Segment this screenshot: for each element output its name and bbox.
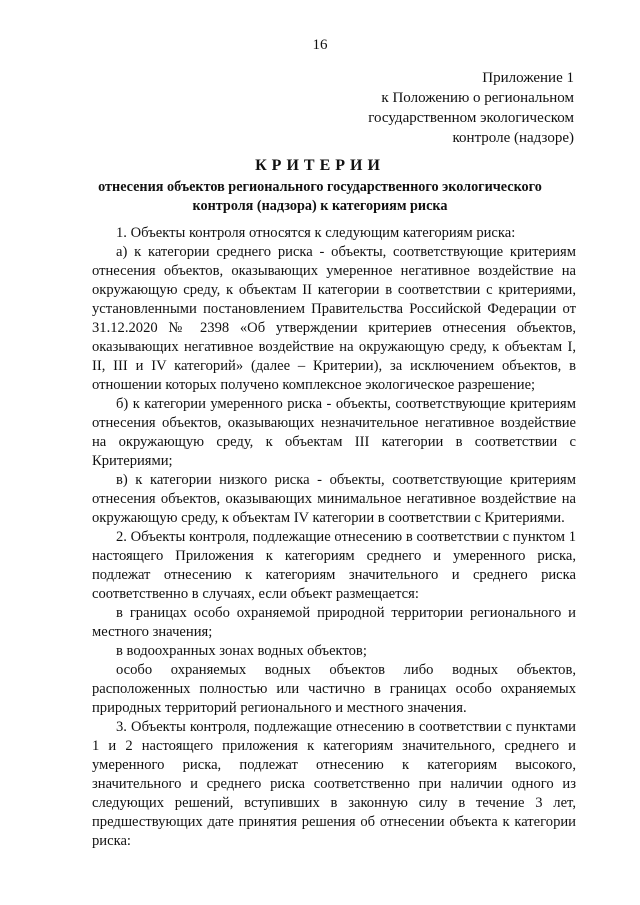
document-title: КРИТЕРИИ xyxy=(255,157,385,174)
appendix-line: контроле (надзоре) xyxy=(452,130,574,146)
paragraph: в границах особо охраняемой природной территории регионального и местного значения; xyxy=(92,605,576,640)
paragraph: б) к категории умеренного риска - объекты, соответствующие критериям отнесения объектов, оказывающих незначительное негативное воздействие на окружающую среду, к объектам III категории в соответствии с Критериями; xyxy=(92,396,576,469)
paragraph: 1. Объекты контроля относятся к следующим категориям риска: xyxy=(116,225,516,241)
appendix-line: государственном экологическом xyxy=(368,110,574,126)
appendix-line: Приложение 1 xyxy=(482,70,574,86)
page-number: 16 xyxy=(312,37,328,53)
appendix-line: к Положению о региональном xyxy=(381,90,574,106)
paragraph: а) к категории среднего риска - объекты, соответствующие критериям отнесения объектов, оказывающих умеренное негативное воздействие на окружающую среду, к объектам II категории в соответствии с критериями, установленными постановлением Правительства Российской Федерации от 31.12.2020 № 2398 «Об утверждении критериев отнесения объектов, оказывающих негативное воздействие на окружающую среду, к объектам I, II, III и IV категорий» (далее – Критерии), за исключением объектов, в отношении которых получено комплексное экологическое разрешение; xyxy=(92,244,576,393)
paragraph: особо охраняемых водных объектов либо водных объектов, расположенных полностью или частично в границах особо охраняемых природных территорий регионального и местного значения. xyxy=(92,662,576,716)
document-body xyxy=(92,224,576,851)
paragraph: в водоохранных зонах водных объектов; xyxy=(116,643,367,659)
paragraph: 2. Объекты контроля, подлежащие отнесению в соответствии с пунктом 1 настоящего Приложения к категориям среднего и умеренного риска, подлежат отнесению к категориям значительного и среднего риска соответственно в случаях, если объект размещается: xyxy=(92,529,576,602)
paragraph: 3. Объекты контроля, подлежащие отнесению в соответствии с пунктами 1 и 2 настоящего приложения к категориям значительного, среднего и умеренного риска, подлежат отнесению к категориям высокого, значительного и среднего риска соответственно при наличии одного из следующих решений, вступивших в законную силу в течение 3 лет, предшествующих дате принятия решения об отнесении объекта к категории риска: xyxy=(92,719,576,849)
document-subtitle: отнесения объектов регионального государственного экологического контроля (надзора) к категориям риска xyxy=(98,179,542,214)
paragraph: в) к категории низкого риска - объекты, соответствующие критериям отнесения объектов, оказывающих минимальное негативное воздействие на окружающую среду, к объектам IV категории в соответствии с Критериями. xyxy=(92,472,576,526)
appendix-header xyxy=(368,68,574,148)
